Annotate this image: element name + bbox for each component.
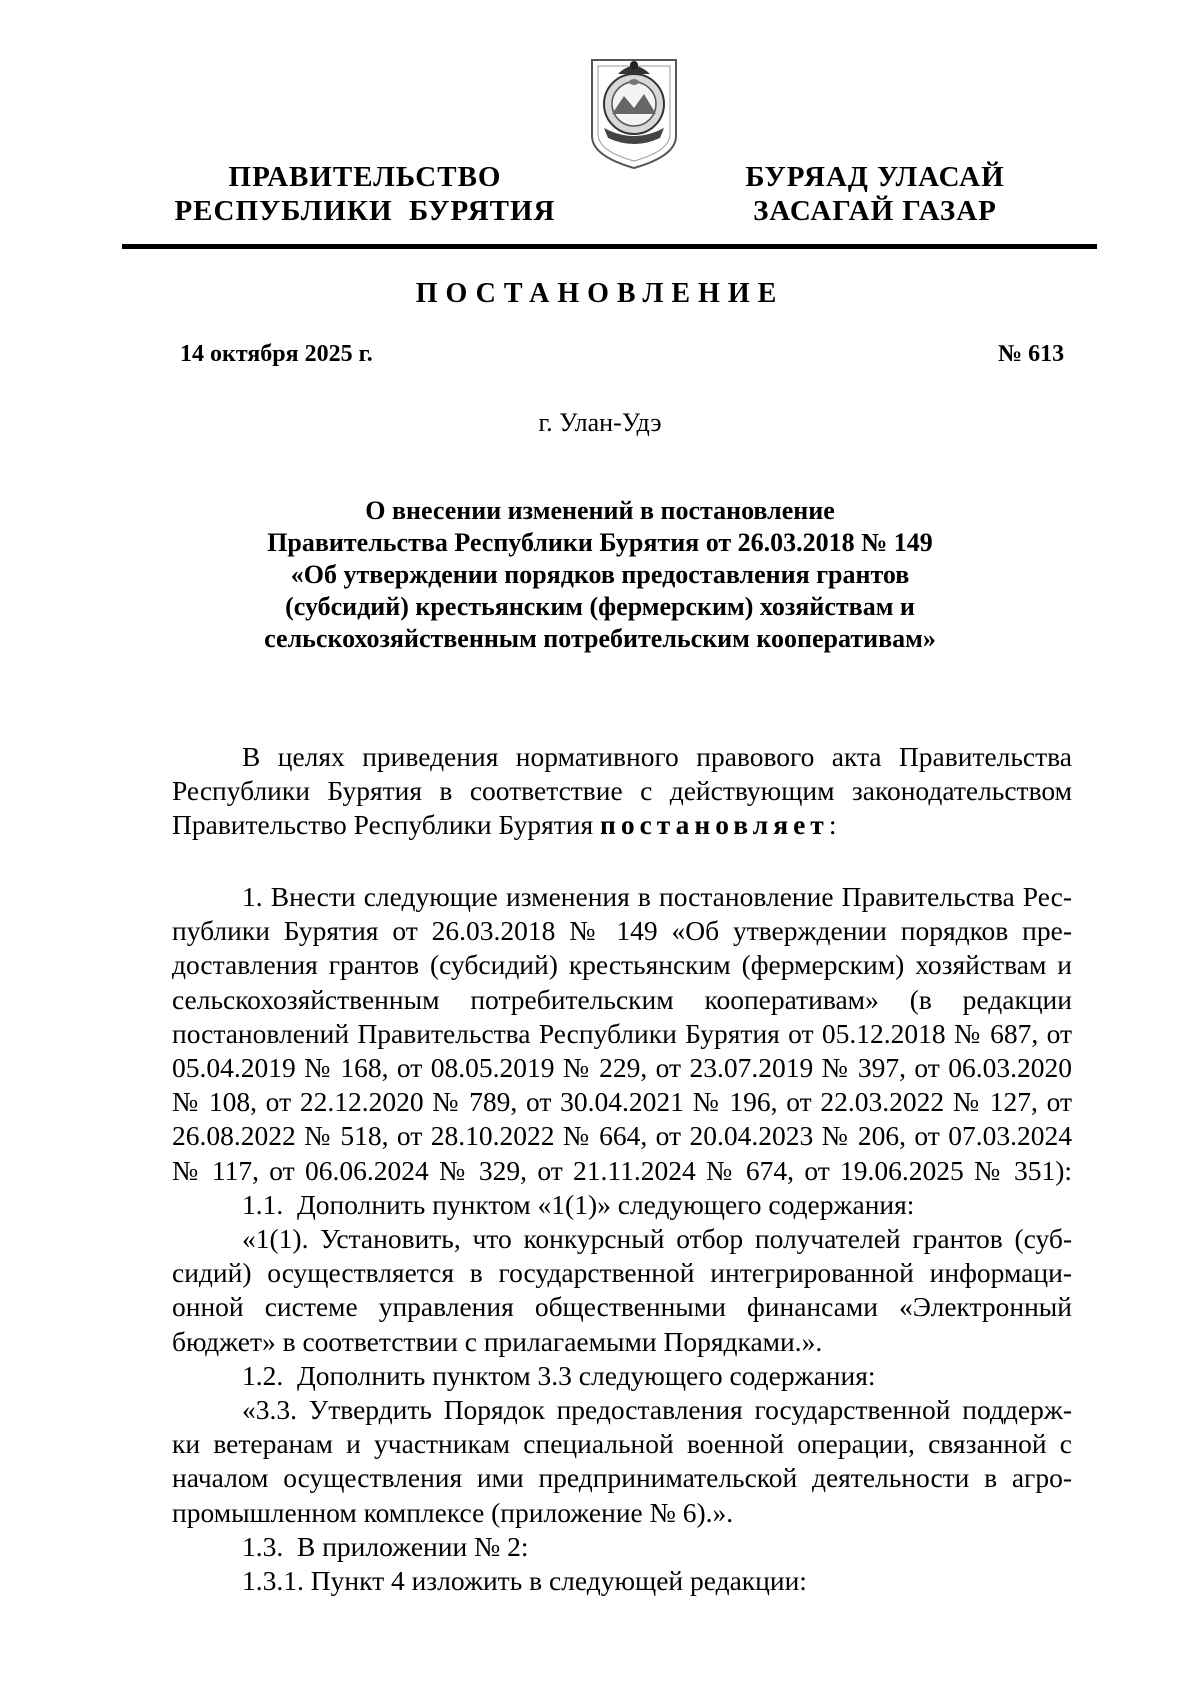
text-line: 1.3. В приложении № 2: <box>242 1530 529 1562</box>
document-title: ПОСТАНОВЛЕНИЕ <box>415 278 785 309</box>
text-line: № 117, от 06.06.2024 № 329, от 21.11.2024 № 674, от 19.06.2025 № 351): <box>172 1154 1072 1186</box>
document-subject <box>0 495 1200 655</box>
text-fragment: Правительство Республики Бурятия <box>172 809 600 841</box>
subject-line: О внесении изменений в постановление <box>365 496 835 525</box>
text-line: ки ветеранам и участникам специальной военной операции, связанной с <box>172 1428 1072 1460</box>
text-line: началом осуществления ими предпринимательской деятельности в агро- <box>172 1462 1072 1494</box>
text-line: 1.3.1. Пункт 4 изложить в следующей редакции: <box>242 1565 807 1597</box>
subject-line: сельскохозяйственным потребительским кооперативам» <box>264 624 936 653</box>
text-line <box>172 808 1072 842</box>
text-line: «3.3. Утвердить Порядок предоставления государственной поддерж- <box>242 1394 1072 1426</box>
text-line: бюджет» в соответствии с прилагаемыми Порядками.». <box>172 1325 823 1357</box>
text-line: сидий) осуществляется в государственной интегрированной информаци- <box>172 1257 1072 1289</box>
text-line: 26.08.2022 № 518, от 28.10.2022 № 664, от 20.04.2023 № 206, от 07.03.2024 <box>172 1120 1072 1152</box>
issuer-line: ПРАВИТЕЛЬСТВО <box>228 161 502 193</box>
text-line: 1.1. Дополнить пунктом «1(1)» следующего содержания: <box>242 1188 915 1220</box>
text-fragment: : <box>828 809 837 841</box>
subject-line: «Об утверждении порядков предоставления грантов <box>290 560 910 589</box>
text-line: постановлений Правительства Республики Бурятия от 05.12.2018 № 687, от <box>172 1017 1072 1049</box>
text-line: «1(1). Установить, что конкурсный отбор получателей грантов (суб- <box>242 1223 1072 1255</box>
text-line: публики Бурятия от 26.03.2018 № 149 «Об утверждении порядков пре- <box>172 915 1072 947</box>
coat-of-arms-icon <box>588 52 680 170</box>
text-line: Республики Бурятия в соответствие с действующим законодательством <box>172 775 1072 807</box>
preamble-paragraph <box>172 740 1072 843</box>
text-line: 1. Внести следующие изменения в постановление Правительства Рес- <box>242 881 1072 912</box>
header-divider <box>122 244 1097 249</box>
text-line: доставления грантов (субсидий) крестьянским (фермерским) хозяйствам и <box>172 949 1072 981</box>
issuer-line: РЕСПУБЛИКИ БУРЯТИЯ <box>174 195 556 227</box>
issuer-name-buryat <box>715 160 1035 228</box>
text-line: В целях приведения нормативного правового акта Правительства <box>242 741 1072 772</box>
issuer-line: ЗАСАГАЙ ГАЗАР <box>753 195 997 227</box>
text-line: онной системе управления общественными финансами «Электронный <box>172 1291 1072 1323</box>
text-line: № 108, от 22.12.2020 № 789, от 30.04.2021 № 196, от 22.03.2022 № 127, от <box>172 1086 1072 1118</box>
text-line: 05.04.2019 № 168, от 08.05.2019 № 229, от 23.07.2019 № 397, от 06.03.2020 <box>172 1052 1072 1084</box>
issuer-name-russian <box>160 160 570 228</box>
subject-line: (субсидий) крестьянским (фермерским) хозяйствам и <box>285 592 915 621</box>
decree-word: постановляет <box>600 809 829 841</box>
subject-line: Правительства Республики Бурятия от 26.03.2018 № 149 <box>267 528 933 557</box>
text-line: 1.2. Дополнить пунктом 3.3 следующего содержания: <box>242 1359 876 1391</box>
text-line: промышленном комплексе (приложение № 6).». <box>172 1496 734 1528</box>
decree-items <box>172 880 1072 1598</box>
document-date: 14 октября 2025 г. <box>180 341 373 367</box>
document-number: № 613 <box>998 341 1065 367</box>
document-city: г. Улан-Удэ <box>538 408 662 437</box>
issuer-line: БУРЯАД УЛАСАЙ <box>745 161 1005 193</box>
text-line: сельскохозяйственным потребительским кооперативам» (в редакции <box>172 983 1072 1015</box>
